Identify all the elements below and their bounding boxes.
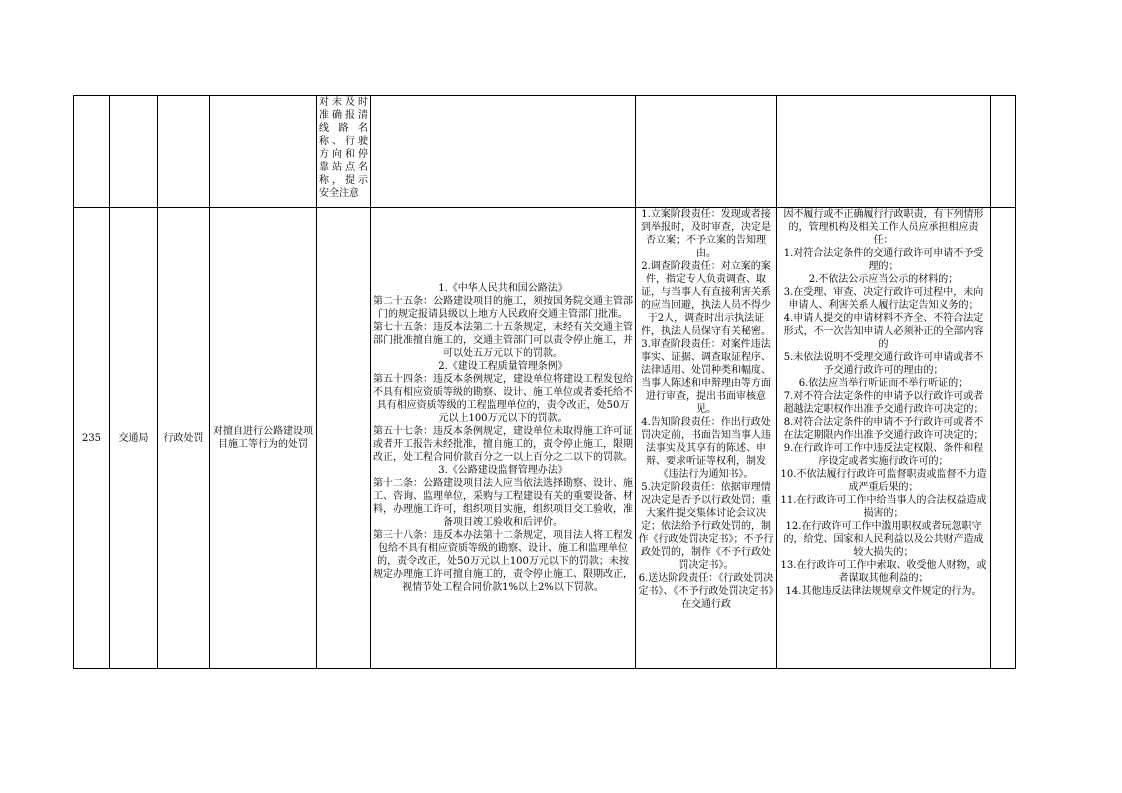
legal-basis-cell	[371, 208, 636, 669]
cell-empty	[991, 208, 1016, 669]
responsibility-line: 4.告知阶段责任：作出行政处罚决定前，书面告知当事人违法事实及其享有的陈述、申辩、要求听证等权利，制发《违法行为通知书》。	[641, 417, 771, 480]
responsibility-line: 6.送达阶段责任：《行政处罚决定书》、《不予行政处罚决定书》在交通行政	[638, 573, 774, 610]
legal-basis-line: 3.《公路建设监督管理办法》	[438, 465, 568, 476]
cell-empty	[210, 96, 317, 208]
legal-basis-line: 第三十八条：违反本办法第十二条规定，项目法人将工程发包给不具有相应资质等级的勘察、设计、施工和监理单位的，责令改正，处50万元以上100万元以下的罚款；未按规定办理施工许可擅自施工的，责令停止施工、限期改正，视情节处工程合同价款1%以上2%以下罚款。	[373, 530, 633, 593]
cell-empty	[317, 208, 371, 669]
accountability-line: 12.在行政许可工作中滥用职权或者玩忽职守的，给党、国家和人民利益以及公共财产造成较大损失的；	[783, 521, 984, 558]
legal-basis-line: 第二十五条：公路建设项目的施工，须按国务院交通主管部门的规定报请县级以上地方人民政府交通主管部门批准。	[373, 296, 633, 320]
accountability-line: 13.在行政许可工作中索取、收受他人财物，或者谋取其他利益的；	[780, 560, 987, 584]
accountability-line: 7.对不符合法定条件的申请予以行政许可或者超越法定职权作出准予交通行政许可决定的；	[783, 391, 984, 415]
accountability-line: 2.不依法公示应当公示的材料的；	[808, 274, 959, 285]
accountability-line: 3.在受理、审查、决定行政许可过程中，未向申请人、利害关系人履行法定告知义务的；	[783, 287, 984, 311]
legal-basis-line: 第五十七条：违反本条例规定，建设单位未取得施工许可证或者开工报告未经批准，擅自施工的，责令停止施工，限期改正，处工程合同价款百分之一以上百分之二以下的罚款。	[373, 426, 633, 463]
legal-basis-line: 第五十四条：违反本条例规定，建设单位将建设工程发包给不具有相应资质等级的勘察、设计、施工单位或者委托给不具有相应资质等级的工程监理单位的，责令改正，处50万元以上100万元以下的罚款。	[373, 374, 633, 424]
legal-basis-line: 2.《建设工程质量管理条例》	[438, 361, 568, 372]
accountability-line: 1.对符合法定条件的交通行政许可申请不予受理的；	[783, 248, 984, 272]
accountability-line: 6.依法应当举行听证而不举行听证的；	[798, 378, 969, 389]
accountability-line: 8.对符合法定条件的申请不予行政许可或者不在法定期限内作出准予交通行政许可决定的；	[783, 417, 984, 441]
accountability-line: 4.申请人提交的申请材料不齐全、不符合法定形式，不一次告知申请人必须补正的全部内容的	[783, 313, 984, 350]
responsibility-line: 2.调查阶段责任：对立案的案件，指定专人负责调查、取证，与当事人有直接利害关系的应当回避，执法人员不得少于2人，调查时出示执法证件，执法人员保守有关秘密。	[641, 261, 771, 337]
cell-empty	[371, 96, 636, 208]
continued-text-cell: 对未及时准确报清线路名称、行驶方向和停靠站点名称，提示安全注意	[317, 96, 371, 208]
accountability-line: 因不履行或不正确履行行政职责，有下列情形的，管理机构及相关工作人员应承担相应责任：	[783, 209, 984, 246]
category-cell: 行政处罚	[158, 208, 210, 669]
accountability-line: 9.在行政许可工作中违反法定权限、条件和程序设定或者实施行政许可的；	[783, 443, 984, 467]
cell-empty	[74, 96, 110, 208]
accountability-line: 11.在行政许可工作中给当事人的合法权益造成损害的；	[780, 495, 987, 519]
responsibility-line: 5.决定阶段责任：依据审理情况决定是否予以行政处罚；重大案件提交集体讨论会议决定；依法给予行政处罚的，制作《行政处罚决定书》；不予行政处罚的，制作《不予行政处罚决定书》。	[638, 482, 774, 571]
department-cell: 交通局	[110, 208, 158, 669]
cell-empty	[636, 96, 777, 208]
power-list-table	[73, 95, 1016, 669]
cell-empty	[777, 96, 991, 208]
accountability-line: 14.其他违反法律法规规章文件规定的行为。	[785, 586, 982, 597]
legal-basis-line: 第十二条：公路建设项目法人应当依法选择勘察、设计、施工、咨询、监理单位，采购与工程建设有关的重要设备、材料，办理施工许可，组织项目实施，组织项目交工验收，准备项目竣工验收和后评价。	[373, 478, 633, 528]
responsibility-line: 3.审查阶段责任：对案件违法事实、证据、调查取证程序、法律适用、处罚种类和幅度、当事人陈述和申辩理由等方面进行审查，提出书面审核意见。	[641, 339, 771, 415]
table-row-continued	[74, 96, 1016, 208]
legal-basis-line: 1.《中华人民共和国公路法》	[438, 283, 568, 294]
table-row	[74, 208, 1016, 669]
cell-empty	[991, 96, 1016, 208]
accountability-line: 10.不依法履行行政许可监督职责或监督不力造成严重后果的；	[780, 469, 987, 493]
item-name-cell: 对擅自进行公路建设项目施工等行为的处罚	[210, 208, 317, 669]
responsibility-cell	[636, 208, 777, 669]
cell-empty	[158, 96, 210, 208]
accountability-line: 5.未依法说明不受理交通行政许可申请或者不予交通行政许可的理由的；	[783, 352, 984, 376]
cell-empty	[110, 96, 158, 208]
legal-basis-line: 第七十五条：违反本法第二十五条规定，未经有关交通主管部门批准擅自施工的，交通主管部门可以责令停止施工，并可以处五万元以下的罚款。	[373, 322, 633, 359]
accountability-cell	[777, 208, 991, 669]
responsibility-line: 1.立案阶段责任：发现或者接到举报时，及时审查，决定是否立案；不予立案的告知理由。	[641, 209, 771, 259]
row-number: 235	[74, 208, 110, 669]
